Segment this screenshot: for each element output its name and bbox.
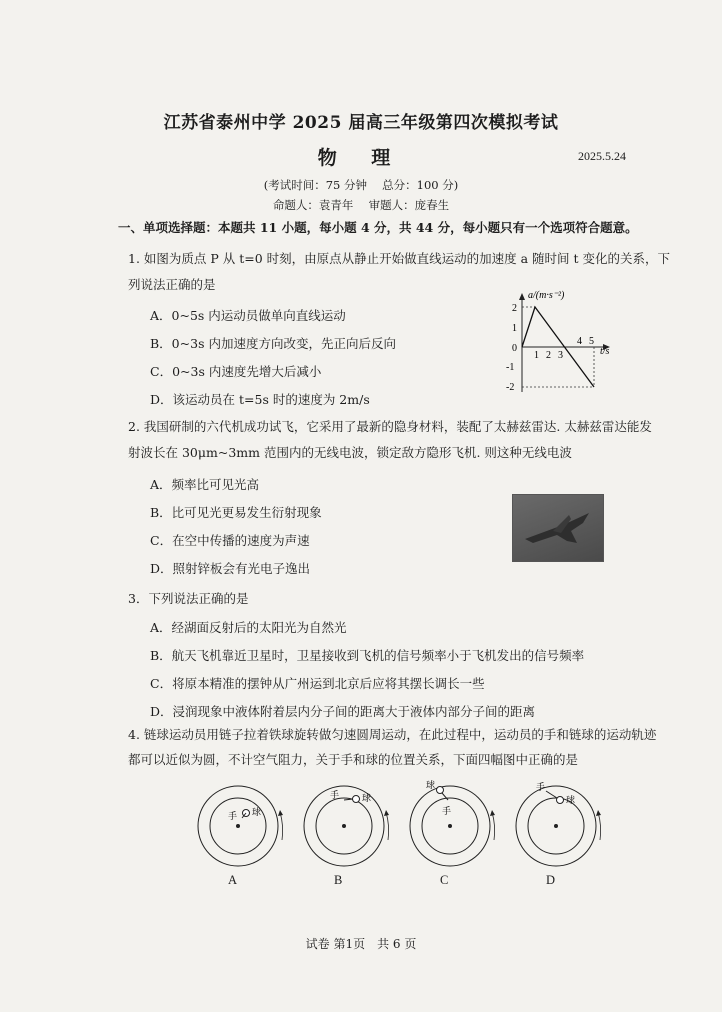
fighter-jet-photo [512, 494, 604, 562]
x-tick-1: 1 [534, 350, 539, 361]
x-tick-3: 3 [558, 350, 563, 361]
q4-stem-line1: 4. 链球运动员用链子拉着铁球旋转做匀速圆周运动，在此过程中，运动员的手和链球的运动轨迹 [128, 727, 657, 742]
q1-option-d: D．该运动员在 t=5s 时的速度为 2m/s [150, 392, 370, 407]
page-footer: 试卷 第1页 共 6 页 [305, 937, 417, 951]
diagram-c [410, 780, 495, 866]
y-tick-neg2: -2 [506, 382, 515, 393]
y-axis-arrow [519, 293, 525, 300]
x-axis-label: t/s [600, 346, 610, 357]
q1-option-b: B．0~3s 内加速度方向改变，先正向后反向 [150, 336, 396, 351]
q3-option-d: D．浸润现象中液体附着层内分子间的距离大于液体内部分子间的距离 [150, 704, 536, 719]
q3-option-c: C．将原本精准的摆钟从广州运到北京后应将其摆长调长一些 [150, 676, 485, 691]
exam-info: (考试时间：75 分钟 总分：100 分) [263, 178, 459, 192]
ball-label-a: 球 [252, 808, 262, 818]
jet-silhouette-icon [513, 495, 603, 561]
exam-date: 2025.5.24 [578, 149, 626, 163]
x-tick-4: 4 [577, 336, 582, 347]
q2-option-d: D．照射锌板会有光电子逸出 [150, 561, 311, 576]
hand-label-c: 手 [442, 807, 452, 817]
x-tick-5: 5 [589, 336, 594, 347]
ball-label-b: 球 [362, 794, 372, 804]
diagram-b [304, 786, 389, 866]
q2-stem-line2: 射波长在 30μm~3mm 范围内的无线电波，锁定敌方隐形飞机. 则这种无线电波 [128, 445, 572, 460]
q2-option-c: C．在空中传播的速度为声速 [150, 533, 310, 548]
exam-title: 江苏省泰州中学 2025 届高三年级第四次模拟考试 [163, 113, 559, 133]
circle-diagrams [196, 780, 616, 872]
q2-option-b: B．比可见光更易发生衍射现象 [150, 505, 322, 520]
y-tick-2: 2 [512, 303, 517, 314]
y-tick-neg1: -1 [506, 362, 515, 373]
q1-stem-line2: 列说法正确的是 [128, 277, 216, 292]
q2-option-a: A．频率比可见光高 [150, 477, 260, 492]
diagram-label-b: B [334, 873, 343, 887]
section-heading: 一、单项选择题：本题共 11 小题，每小题 4 分，共 44 分，每小题只有一个选项符合题意。 [118, 220, 638, 235]
x-tick-2: 2 [546, 350, 551, 361]
diagram-a [198, 786, 283, 866]
y-tick-0: 0 [512, 343, 517, 354]
diagram-label-d: D [546, 873, 556, 887]
acceleration-time-graph [498, 284, 616, 396]
q2-stem-line1: 2. 我国研制的六代机成功试飞，它采用了最新的隐身材料，装配了太赫兹雷达. 太赫兹雷达能发 [128, 419, 652, 434]
q4-stem-line2: 都可以近似为圆，不计空气阻力，关于手和球的位置关系，下面四幅图中正确的是 [128, 752, 579, 767]
q3-stem: 3．下列说法正确的是 [128, 591, 249, 606]
ball-label-c: 球 [426, 781, 436, 791]
y-axis-label: a/(m·s⁻²) [528, 290, 565, 301]
diagram-d [516, 781, 601, 866]
q1-option-a: A．0~5s 内运动员做单向直线运动 [150, 308, 346, 323]
q3-option-b: B．航天飞机靠近卫星时，卫星接收到飞机的信号频率小于飞机发出的信号频率 [150, 648, 585, 663]
diagram-label-a: A [228, 873, 238, 887]
q3-option-a: A．经湖面反射后的太阳光为自然光 [150, 620, 347, 635]
hand-label-b: 手 [330, 791, 340, 801]
hand-label-a: 手 [228, 812, 238, 822]
q1-option-c: C．0~3s 内速度先增大后减小 [150, 364, 322, 379]
ball-label-d: 球 [566, 796, 576, 806]
subject-title: 物 理 [317, 147, 405, 169]
y-tick-1: 1 [512, 323, 517, 334]
q1-stem-line1: 1. 如图为质点 P 从 t=0 时刻，由原点从静止开始做直线运动的加速度 a 随时间 t 变化的关系，下 [128, 251, 671, 266]
exam-authors: 命题人：袁青年 审题人：庞春生 [272, 198, 450, 212]
diagram-label-c: C [440, 873, 449, 887]
hand-label-d: 手 [536, 783, 546, 793]
